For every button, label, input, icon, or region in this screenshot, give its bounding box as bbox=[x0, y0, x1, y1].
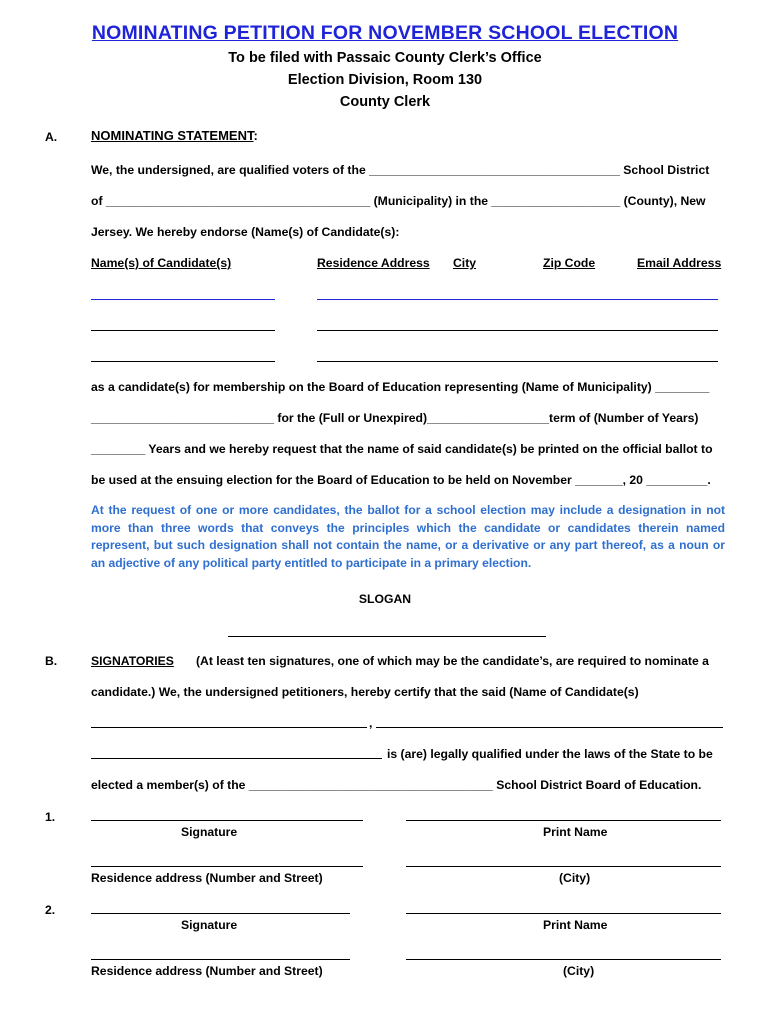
signature-label: Signature bbox=[181, 825, 238, 839]
statement-paragraph-4: as a candidate(s) for membership on the Board of Education representing (Name of Municipality) ________ bbox=[91, 380, 710, 394]
candidate-name-field-line[interactable] bbox=[91, 727, 367, 728]
candidate-name-field-line[interactable] bbox=[91, 758, 382, 759]
residence-address-line[interactable] bbox=[91, 959, 350, 960]
residence-address-label: Residence address (Number and Street) bbox=[91, 871, 323, 885]
page-title: NOMINATING PETITION FOR NOVEMBER SCHOOL ELECTION bbox=[91, 22, 679, 44]
ballot-designation-notice: At the request of one or more candidates, the ballot for a school election may include a designation in not more than three words that conveys the principles which the candidate or candidates therein named represent, but such designation shall not contain the name, or a derivative or any part thereof, as a noun or an adjective of any political party entitled to participate in a primary election. bbox=[91, 503, 725, 570]
statement-paragraph-7: be used at the ensuing election for the Board of Education to be held on November _______, 20 _________. bbox=[91, 473, 711, 487]
slogan-line[interactable] bbox=[228, 636, 546, 637]
city-label: (City) bbox=[563, 964, 595, 978]
statement-paragraph-6: ________ Years and we hereby request that the name of said candidate(s) be printed on the official ballot to bbox=[91, 442, 713, 456]
statement-paragraph-1: We, the undersigned, are qualified voters of the _____________________________________ School District bbox=[91, 163, 710, 177]
signatories-paragraph-4: is (are) legally qualified under the laws of the State to be bbox=[387, 747, 713, 761]
print-name-label: Print Name bbox=[543, 825, 608, 839]
column-header-names: Name(s) of Candidate(s) bbox=[91, 256, 232, 270]
print-name-label: Print Name bbox=[543, 918, 608, 932]
candidate-details-line[interactable] bbox=[317, 361, 718, 362]
candidate-name-field-line[interactable] bbox=[376, 727, 723, 728]
slogan-label: SLOGAN bbox=[358, 592, 412, 606]
residence-address-label: Residence address (Number and Street) bbox=[91, 964, 323, 978]
signature-number: 1. bbox=[45, 810, 56, 824]
section-a-heading-colon: : bbox=[253, 128, 258, 143]
county-clerk-line: County Clerk bbox=[339, 94, 431, 110]
candidate-details-line[interactable] bbox=[317, 330, 718, 331]
column-header-email: Email Address bbox=[637, 256, 722, 270]
signatories-paragraph-5: elected a member(s) of the ____________________________________ School District Board of Education. bbox=[91, 778, 702, 792]
column-header-address: Residence Address bbox=[317, 256, 430, 270]
column-header-zip: Zip Code bbox=[543, 256, 596, 270]
city-line[interactable] bbox=[406, 866, 721, 867]
election-division-line: Election Division, Room 130 bbox=[287, 72, 483, 88]
signatories-paragraph-2: candidate.) We, the undersigned petitioners, hereby certify that the said (Name of Candidate(s) bbox=[91, 685, 639, 699]
signature-number: 2. bbox=[45, 903, 56, 917]
city-label: (City) bbox=[559, 871, 591, 885]
section-b-heading: SIGNATORIES bbox=[91, 654, 174, 668]
print-name-line[interactable] bbox=[406, 913, 721, 914]
statement-paragraph-2: of _______________________________________ (Municipality) in the ___________________ (County), New bbox=[91, 194, 706, 208]
column-header-city: City bbox=[453, 256, 477, 270]
section-a-heading: NOMINATING STATEMENT bbox=[91, 128, 254, 143]
section-a-heading-wrap bbox=[91, 128, 258, 143]
signature-line[interactable] bbox=[91, 913, 350, 914]
candidate-name-line[interactable] bbox=[91, 330, 275, 331]
section-b-letter: B. bbox=[45, 654, 58, 668]
signature-label: Signature bbox=[181, 918, 238, 932]
residence-address-line[interactable] bbox=[91, 866, 363, 867]
candidate-name-line[interactable] bbox=[91, 299, 275, 300]
signature-line[interactable] bbox=[91, 820, 363, 821]
statement-paragraph-5: ___________________________ for the (Full or Unexpired)__________________term of (Number of Years) bbox=[91, 411, 699, 425]
signatories-paragraph-1: (At least ten signatures, one of which may be the candidate’s, are required to nominate a bbox=[196, 654, 709, 668]
statement-paragraph-3: Jersey. We hereby endorse (Name(s) of Candidate(s): bbox=[91, 225, 400, 239]
section-a-letter: A. bbox=[45, 130, 58, 144]
city-line[interactable] bbox=[406, 959, 721, 960]
candidate-name-line[interactable] bbox=[91, 361, 275, 362]
signatories-comma: , bbox=[369, 716, 373, 730]
candidate-details-line[interactable] bbox=[317, 299, 718, 300]
filing-office-line: To be filed with Passaic County Clerk’s Office bbox=[228, 50, 542, 66]
print-name-line[interactable] bbox=[406, 820, 721, 821]
